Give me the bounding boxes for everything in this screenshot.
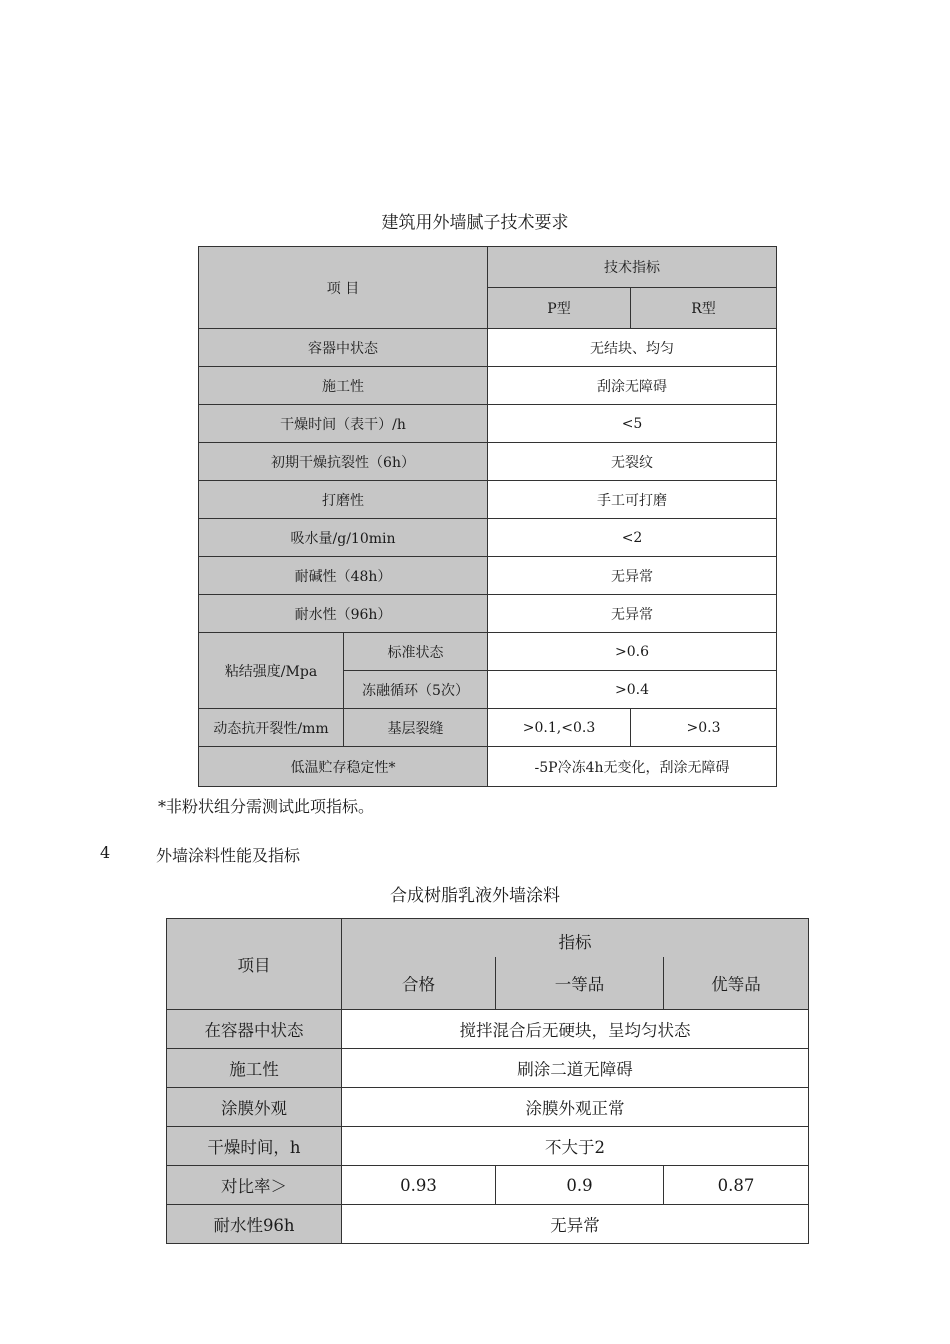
table-row [199,443,777,481]
row-label: 吸水量/g/10min [199,519,488,557]
section-title: 外墙涂料性能及指标 [156,846,301,865]
header-r-type: R型 [631,288,777,329]
table2-title: 合成树脂乳液外墙涂料 [390,886,560,906]
header-item: 项目 [167,919,342,1010]
lowtemp-label: 低温贮存稳定性* [199,747,488,787]
row-value: 搅拌混合后无硬块，呈均匀状态 [342,1010,809,1049]
table-row [199,481,777,519]
table1-title: 建筑用外墙腻子技术要求 [381,213,569,233]
bond-standard-value: >0.6 [488,633,777,671]
table-row [199,595,777,633]
row-label: 干燥时间（表干）/h [199,405,488,443]
table-row [167,1088,809,1127]
table-row [199,709,777,747]
row-label: 耐水性（96h） [199,595,488,633]
table-row [199,405,777,443]
table-row [199,557,777,595]
contrast-value-superior: 0.87 [664,1166,809,1205]
row-label: 施工性 [199,367,488,405]
exterior-paint-table [166,918,809,1244]
row-label: 在容器中状态 [167,1010,342,1049]
table-row [199,329,777,367]
table-row [167,1049,809,1088]
crack-r-value: >0.3 [631,709,777,747]
header-item: 项 目 [199,247,488,329]
row-label: 耐碱性（48h） [199,557,488,595]
header-index: 指标 [342,919,809,958]
table-row [167,1166,809,1205]
bond-freeze-value: >0.4 [488,671,777,709]
contrast-value-qualified: 0.93 [342,1166,496,1205]
water-label: 耐水性96h [167,1205,342,1244]
row-value: 刷涂二道无障碍 [342,1049,809,1088]
crack-sub-label: 基层裂缝 [344,709,488,747]
table-row [167,1010,809,1049]
header-grade-first: 一等品 [496,957,664,1010]
contrast-value-first: 0.9 [496,1166,664,1205]
table-row [167,1127,809,1166]
bond-standard-label: 标准状态 [344,633,488,671]
row-label: 施工性 [167,1049,342,1088]
row-value: <5 [488,405,777,443]
row-value: 无异常 [488,595,777,633]
header-grade-qualified: 合格 [342,957,496,1010]
row-label: 打磨性 [199,481,488,519]
bond-strength-label: 粘结强度/Mpa [199,633,344,709]
row-value: <2 [488,519,777,557]
contrast-label: 对比率＞ [167,1166,342,1205]
water-value: 无异常 [342,1205,809,1244]
putty-requirements-table [198,246,777,787]
row-value: 刮涂无障碍 [488,367,777,405]
crack-p-value: >0.1,<0.3 [488,709,631,747]
table-row [167,1205,809,1244]
header-tech: 技术指标 [488,247,777,288]
row-label: 涂膜外观 [167,1088,342,1127]
table-row [199,633,777,671]
row-label: 容器中状态 [199,329,488,367]
table-row [199,367,777,405]
row-value: 无结块、均匀 [488,329,777,367]
row-label: 干燥时间，h [167,1127,342,1166]
crack-label: 动态抗开裂性/mm [199,709,344,747]
bond-freeze-label: 冻融循环（5次） [344,671,488,709]
row-value: 无裂纹 [488,443,777,481]
section-number: 4 [100,843,111,862]
row-value: 无异常 [488,557,777,595]
table-row [199,747,777,787]
row-label: 初期干燥抗裂性（6h） [199,443,488,481]
lowtemp-value: -5P冷冻4h无变化，刮涂无障碍 [488,747,777,787]
row-value: 手工可打磨 [488,481,777,519]
table1-footnote: *非粉状组分需测试此项指标。 [158,797,375,816]
header-grade-superior: 优等品 [664,957,809,1010]
row-value: 不大于2 [342,1127,809,1166]
table-row [199,519,777,557]
row-value: 涂膜外观正常 [342,1088,809,1127]
header-p-type: P型 [488,288,631,329]
